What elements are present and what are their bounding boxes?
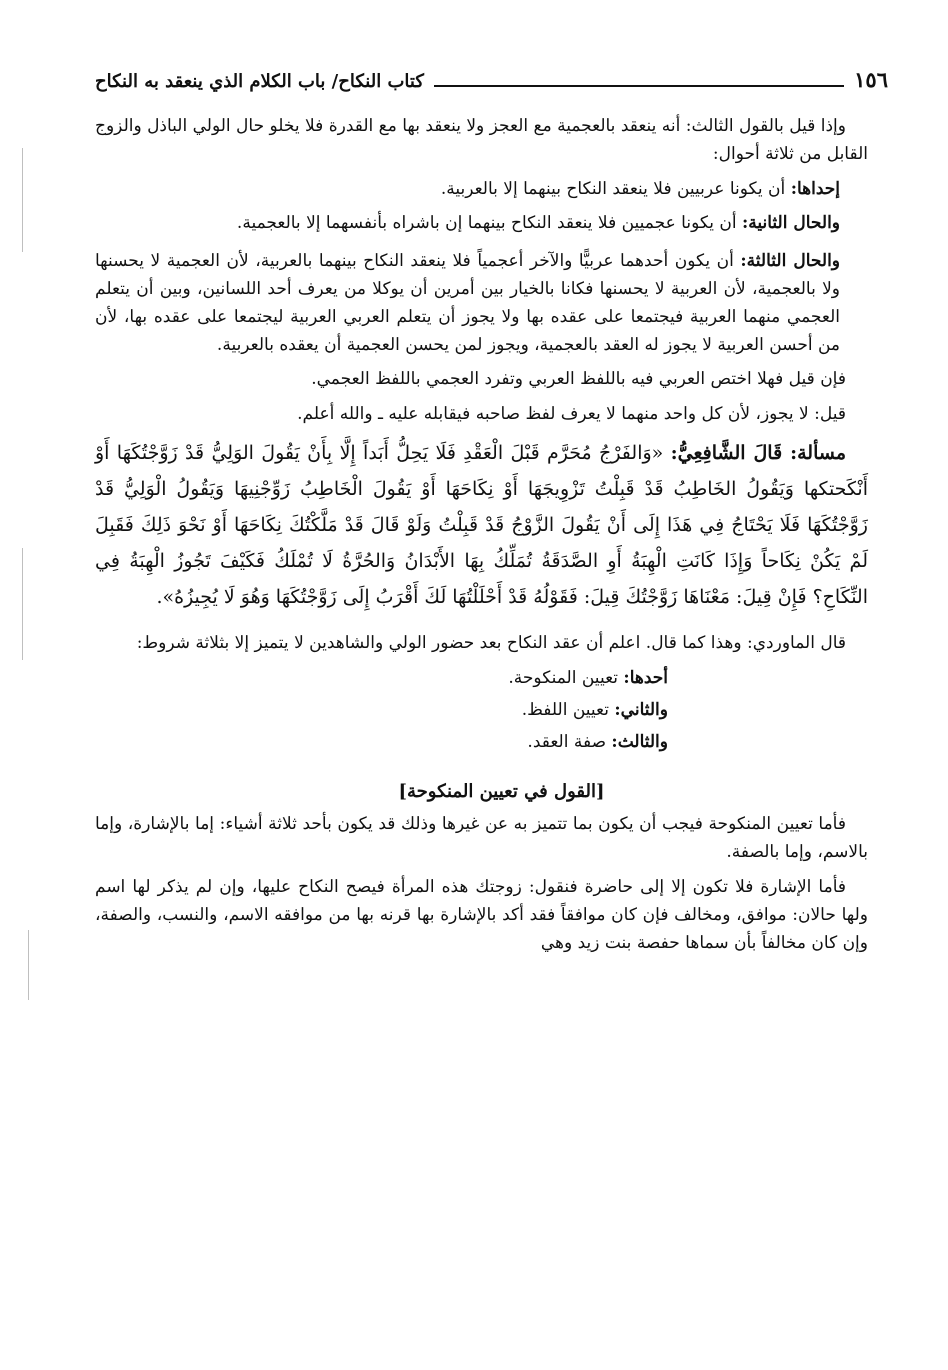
case-three-label: والحال الثالثة: <box>740 251 840 271</box>
condition-two-label: والثاني: <box>614 700 668 720</box>
running-title: كتاب النكاح/ باب الكلام الذي ينعقد به النكاح <box>95 71 424 92</box>
condition-three-label: والثالث: <box>611 732 668 752</box>
page-number: ١٥٦ <box>854 67 888 92</box>
running-header <box>95 64 888 92</box>
paragraph-question: فإن قيل فهلا اختص العربي فيه باللفظ العربي وتفرد العجمي باللفظ العجمي. <box>311 369 846 389</box>
case-two-label: والحال الثانية: <box>742 213 840 233</box>
case-one <box>95 175 868 203</box>
masala-label: مسألة: قَالَ الشَّافِعِيُّ: <box>670 442 847 464</box>
condition-one-label: أحدها: <box>623 668 668 688</box>
condition-two-text: تعيين اللفظ. <box>521 700 609 720</box>
condition-one-text: تعيين المنكوحة. <box>508 668 619 688</box>
case-one-text: أن يكونا عربيين فلا ينعقد النكاح بينهما إلا بالعربية. <box>440 179 786 199</box>
condition-one <box>95 664 868 692</box>
masala-quote: «وَالفَرْجُ مُحَرَّم قَبْلَ الْعَقْدِ فَلَا يَحِلُّ أَبَداً إِلَّا بِأَنْ يَقُولَ الوَلِيُّ قَدْ زَوَّجْتُكَهَا أَوْ أَنْكَحتكها وَيَقُولُ الخَاطِبُ قَدْ قَبِلْتُ تَزْوِيجَهَا أَوْ نِكَاحَهَا أَوْ يَقُولَ الْخَاطِبُ زَوِّجْنِيهَا وَيَقُولُ الْوَلِيُّ قَدْ زَوَّجْتُكَهَا فَلَا يَحْتَاجُ فِي هَذَا إِلَى أَنْ يَقُولَ الزَّوْجُ قَدْ قَبِلْتُ وَلَوْ قَالَ قَدْ مَلَّكْتُكَ نِكَاحَهَا أَوْ نَحْوَ ذَلِكَ فَقَبِلَ لَمْ يَكُنْ نِكَاحاً وَإِذَا كَانَتِ الْهِبَةُ أَوِ الصَّدَقَةُ تُمَلِّكُ بِهَا الأَبْدَانُ وَالحُرَّةُ لَا تُمْلَكُ فَكَيْفَ تَجُوزُ الْهِبَةُ فِي النِّكَاحِ؟ فَإِنْ قِيلَ: مَعْنَاهَا زَوَّجْتُكَ قِيلَ: فَقَوْلُهُ قَدْ أَحْلَلْتُهَا لَكَ أَقْرَبُ إِلَى زَوَّجْتُكَهَا وَهُوَ لَا يُجِيزُهُ». <box>95 442 868 608</box>
case-three-text: أن يكون أحدهما عربيًّا والآخر أعجمياً فلا ينعقد النكاح بينهما بالعربية، لأن العجمية لا يحسنها ولا بالعجمية، لأن العربية لا يحسنها فكانا بالخيار بين أمرين أن يوكلا من يعرف أحد اللسانين، وبين أن يتعلم العجمي منهما العربية فيجتمعا على عقده بها ولا يجوز أن يتعلم العربي العربية ليجتمعا على عقده بها، لأن من أحسن العربية لا يجوز له العقد بالعجمية، ويجوز لمن يحسن العجمية أن يعقده بالعربية. <box>95 251 840 355</box>
paragraph-third-opinion: وإذا قيل بالقول الثالث: أنه ينعقد بالعجمية مع العجز ولا ينعقد بها مع القدرة فلا يخلو حال الولي الباذل والزوج القابل من ثلاثة أحوال: <box>95 116 868 164</box>
condition-three <box>95 728 868 756</box>
left-margin-mark <box>22 548 23 660</box>
case-two <box>95 209 868 237</box>
paragraph-pointing: فأما الإشارة فلا تكون إلا إلى حاضرة فنقول: زوجتك هذه المرأة فيصح النكاح عليها، وإن لم يذكر لها اسم ولها حالان: موافق، ومخالف فإن كان موافقاً فقد أكد بالإشارة بها قرنه بها من موافقه الاسم، والنسب، والصفة، وإن كان مخالفاً بأن سماها حفصة بنت زيد وهي <box>95 877 868 953</box>
paragraph-mawardi: قال الماوردي: وهذا كما قال. اعلم أن عقد النكاح بعد حضور الولي والشاهدين لا يتميز إلا بثلاثة شروط: <box>136 633 846 653</box>
masala-paragraph <box>95 435 868 615</box>
paragraph-designation: فأما تعيين المنكوحة فيجب أن يكون بما تتميز به عن غيرها وذلك قد يكون بأحد ثلاثة أشياء: إما بالإشارة، وإما بالاسم، وإما بالصفة. <box>95 814 868 862</box>
left-margin-mark <box>28 930 29 1000</box>
condition-two <box>95 696 868 724</box>
section-heading: [القول في تعيين المنكوحة] <box>398 781 605 802</box>
condition-three-text: صفة العقد. <box>527 732 607 752</box>
case-one-label: إحداها: <box>790 179 840 199</box>
case-three <box>95 247 868 359</box>
body-text <box>95 112 868 964</box>
header-rule <box>434 85 844 87</box>
left-margin-mark <box>22 148 23 252</box>
case-two-text: أن يكونا عجميين فلا ينعقد النكاح بينهما إن باشراه بأنفسهما إلا بالعجمية. <box>236 213 737 233</box>
paragraph-answer: قيل: لا يجوز، لأن كل واحد منهما لا يعرف لفظ صاحبه فيقابله عليه ـ والله أعلم. <box>297 404 846 424</box>
